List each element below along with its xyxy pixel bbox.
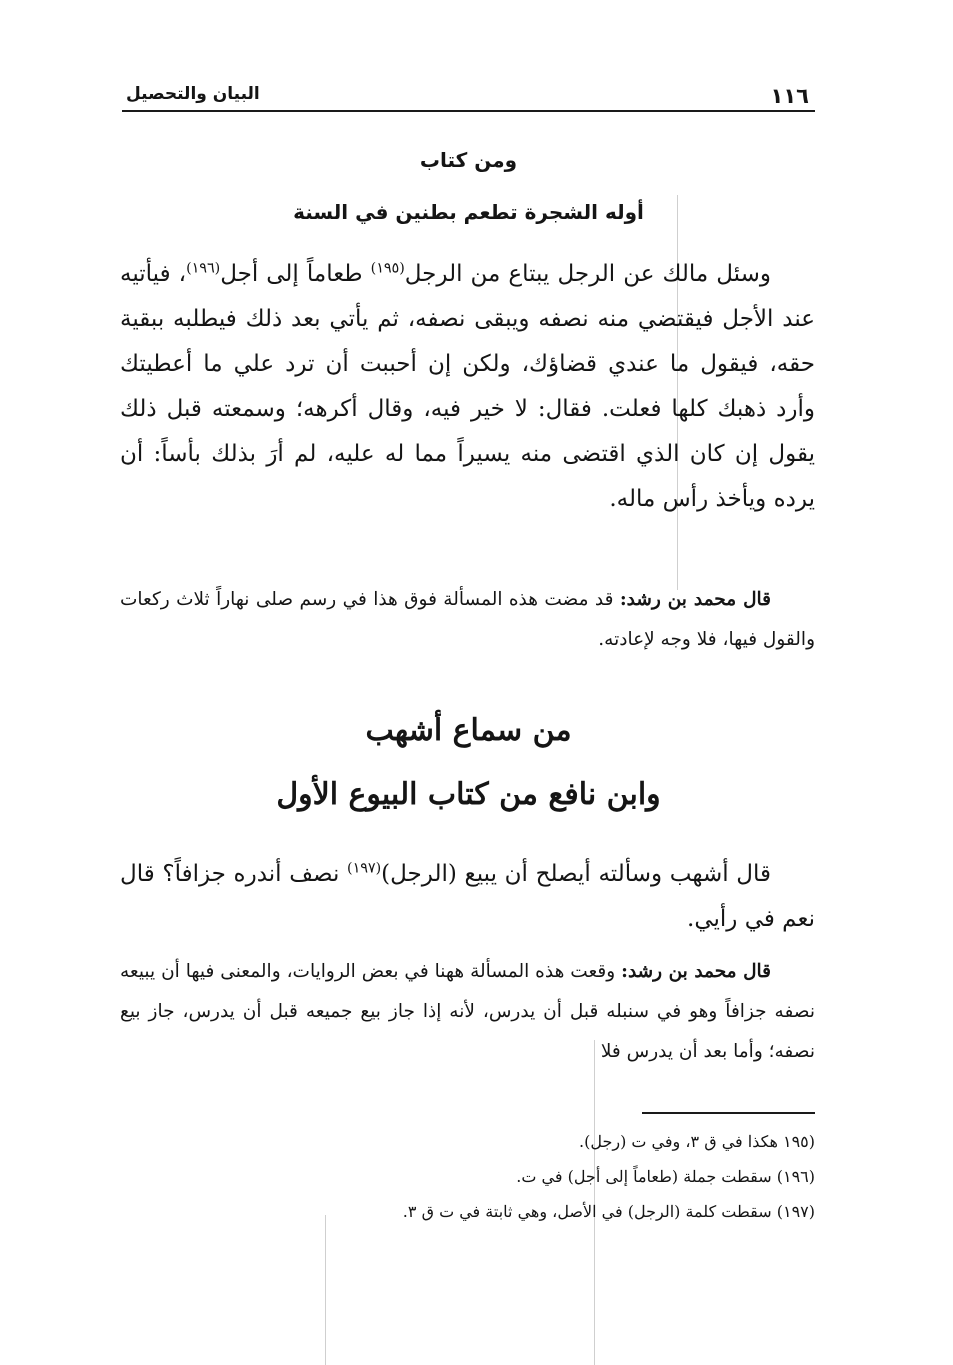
paragraph-text: نصف أندره جزافاً؟ قال نعم في رأيي.	[120, 861, 815, 932]
paragraph-text: قال أشهب وسألته أيصلح أن يبيع (الرجل)	[381, 861, 771, 887]
chapter-title-line2: وابن نافع من كتاب البيوع الأول	[276, 777, 661, 812]
commentary-text: وقعت هذه المسألة ههنا في بعض الروايات، والمعنى فيها أن يبيعه نصفه جزافاً وهو في سنبله قبل أن يدرس، لأنه إذا جاز بيع جميعه قبل أن يدرس، جاز بيع نصفه؛ وأما بعد أن يدرس فلا	[120, 961, 815, 1062]
chapter-title-line1: من سماع أشهب	[365, 713, 572, 748]
footnote-item: (١٩٦) سقطت جملة (طعاماً إلى أجل) في ت.	[516, 1167, 815, 1186]
section-title: ومن كتاب	[419, 148, 518, 172]
footnote-ref-195[interactable]: (١٩٥)	[370, 260, 405, 277]
commentary-paragraph	[120, 580, 815, 660]
section-subtitle: أوله الشجرة تطعم بطنين في السنة	[293, 200, 644, 224]
footnotes-list	[120, 1124, 815, 1229]
footnote-ref-196[interactable]: (١٩٦)	[186, 260, 221, 277]
page-header	[122, 80, 815, 112]
scan-crease-line	[325, 1215, 326, 1365]
running-title: البيان والتحصيل	[126, 84, 260, 104]
footnote-item: (١٩٥ هكذا في ق ٣، وفي ت (رجل).	[579, 1132, 815, 1151]
commentary-lead: قال محمد بن رشد:	[621, 961, 772, 982]
paragraph-text: طعاماً إلى أجل	[220, 261, 371, 287]
body-paragraph	[120, 852, 815, 942]
footnote-separator	[642, 1112, 815, 1114]
footnote-item: (١٩٧) سقطت كلمة (الرجل) في الأصل، وهي ثابتة في ت ق ٣.	[402, 1202, 815, 1221]
commentary-paragraph	[120, 952, 815, 1072]
paragraph-text: وسئل مالك عن الرجل يبتاع من الرجل	[404, 261, 771, 287]
body-paragraph	[120, 252, 815, 522]
page-number: ١١٦	[770, 84, 809, 108]
paragraph-text: ، فيأتيه عند الأجل فيقتضي منه نصفه ويبقى نصفه، ثم يأتي بعد ذلك فيطلبه ببقية حقه، فيقول ما عندي قضاؤك، ولكن إن أحببت أن ترد علي ما أعطيتك وأرد ذهبك كلها فعلت. فقال: لا خير فيه، وقال أكرهه؛ وسمعته قبل ذلك يقول إن كان الذي اقتضى منه يسيراً مما له عليه، لم أرَ بذلك بأساً: أن يرده ويأخذ رأس ماله.	[120, 261, 815, 512]
commentary-lead: قال محمد بن رشد:	[619, 589, 771, 610]
footnote-ref-197[interactable]: (١٩٧)	[347, 860, 382, 877]
commentary-text: قد مضت هذه المسألة فوق هذا في رسم صلى نهاراً ثلاث ركعات والقول فيها، فلا وجه لإعادته.	[120, 589, 815, 650]
